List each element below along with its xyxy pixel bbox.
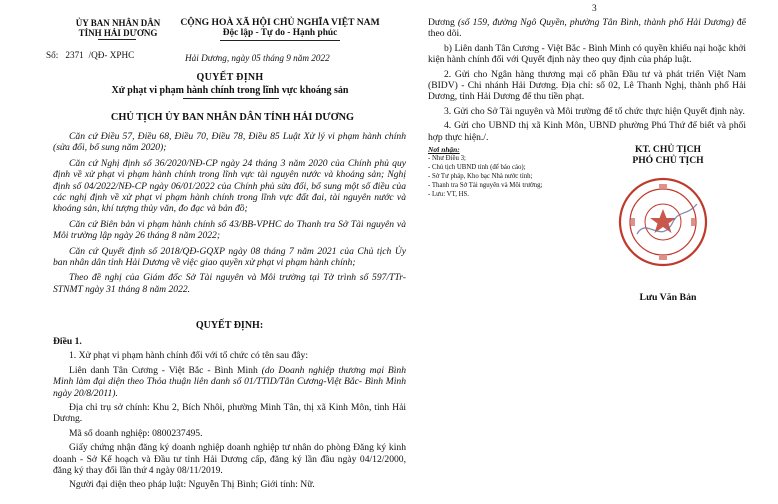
agency-underline [98,39,136,40]
continuation-text: Dương [428,17,458,28]
entity-description [53,365,406,399]
recipients-list [428,145,608,199]
agency-line-1: ỦY BAN NHÂN DÂN [75,18,161,28]
official-seal-icon [617,176,709,268]
recipient-item: - Lưu: VT, HS. [428,191,470,198]
page-number: 3 [592,4,597,14]
doc-no-suffix: /QĐ- XPHC [88,50,135,60]
right-column-text [428,17,746,143]
basis-3: Căn cứ Biên bản vi phạm hành chính số 43/BB-VPHC do Thanh tra Sở Tài nguyên và Môi trường lập ngày 26 tháng 8 năm 2022; [53,218,406,242]
entity-legal-rep: Người đại diện theo pháp luật: Nguyễn Thị Bình; Giới tính: Nữ. [69,479,315,491]
legal-bases [53,131,406,295]
signer-authority: KT. CHỦ TỊCH [634,144,701,155]
doc-no-value: 2371 [65,50,84,60]
paragraph-4: 4. Gửi cho UBND thị xã Kinh Môn, UBND phường Phú Thứ để biết và phối hợp thực hiện./. [428,120,746,143]
subtitle-underline [183,98,279,99]
entity-registration: Giấy chứng nhận đăng ký doanh nghiệp doanh nghiệp tư nhân do phòng Đăng ký kinh doanh - Sở Kế hoạch và Đầu tư tỉnh Hải Dương cấp, đăng ký lần đầu ngày 04/12/2000, đăng ký thay đổi lần thứ 4 ngày 08/11/2019. [53,442,406,477]
paragraph-b: b) Liên danh Tân Cương - Việt Bắc - Bình Minh có quyền khiếu nại hoặc khởi kiện hành chính đối với Quyết định này theo quy định của pháp luật. [428,42,746,66]
basis-1: Căn cứ Điều 57, Điều 68, Điều 70, Điều 78, Điều 85 Luật Xử lý vi phạm hành chính (sửa đổi, bổ sung năm 2020); [53,131,406,154]
article-1-item-1: 1. Xử phạt vi phạm hành chính đối với tổ chức có tên sau đây: [69,350,309,362]
basis-5: Theo đề nghị của Giám đốc Sở Tài nguyên và Môi trường tại Tờ trình số 597/TTr-STNMT ngày 31 tháng 8 năm 2022. [53,272,406,295]
recipient-item: - Sở Tư pháp, Kho bạc Nhà nước tỉnh; [428,173,533,180]
article-1 [53,336,406,491]
doc-no-label: Số: [46,50,59,60]
paragraph-2: 2. Gửi cho Ngân hàng thương mại cổ phần Đầu tư và phát triển Việt Nam (BIDV) - Chi nhánh Hải Dương. Địa chỉ: số 02, Lê Thanh Nghị, thành phố Hải Dương, tỉnh Hải Dương để thu tiền phạt. [428,68,746,103]
entity-tax-code: Mã số doanh nghiệp: 0800237495. [69,427,203,439]
basis-2: Căn cứ Nghị định số 36/2020/NĐ-CP ngày 24 tháng 3 năm 2020 của Chính phủ quy định về xử phạt vi phạm hành chính trong lĩnh vực tài nguyên nước và khoáng sản; Nghị định số 04/2022/NĐ-CP ngày 06/01/2022 của Chính phủ sửa đổi, bổ sung một số điều của các nghị định về xử phạt vi phạm hành chính trong lĩnh vực đất đai, tài nguyên nước và khoáng sản, khí tượng thủy văn, đo đạc và bản đồ; [53,157,406,215]
article-1-title: Điều 1. [53,336,82,347]
continuation-paragraph [428,17,746,40]
issuing-agency [62,18,174,38]
recipient-item: - Như Điều 3; [428,155,466,162]
agency-line-2: TỈNH HẢI DƯƠNG [78,28,158,38]
place-date: Hải Dương, ngày 05 tháng 9 năm 2022 [185,53,330,63]
national-header [180,17,380,39]
basis-4: Căn cứ Quyết định số 2018/QĐ-GQXP ngày 08 tháng 7 năm 2021 của Chủ tịch Ủy ban nhân dân tỉnh Hải Dương về việc giao quyền xử phạt vi phạm hành chính; [53,245,406,269]
decision-title: QUYẾT ĐỊNH [196,72,264,83]
signer-position: PHÓ CHỦ TỊCH [632,155,704,166]
issuer-title: CHỦ TỊCH ỦY BAN NHÂN DÂN TỈNH HẢI DƯƠNG [110,112,355,123]
entity-name: Liên danh Tân Cương - Việt Bắc - Bình Minh [69,364,258,376]
continuation-end: để theo dõi. [428,17,746,40]
recipient-item: - Chủ tịch UBND tỉnh (để báo cáo); [428,164,526,171]
recipient-item: - Thanh tra Sở Tài nguyên và Môi trường; [428,182,543,189]
entity-address: Địa chỉ trụ sở chính: Khu 2, Bích Nhôi, phường Minh Tân, thị xã Kinh Môn, tỉnh Hải Dương. [53,402,406,425]
recipients-heading: Nơi nhận: [428,145,460,154]
signer-name: Lưu Văn Bản [639,292,697,303]
signature-block [598,144,738,166]
nation-name: CỘNG HOÀ XÃ HỘI CHỦ NGHĨA VIỆT NAM [180,17,380,28]
paragraph-3: 3. Gửi cho Sở Tài nguyên và Môi trường để tổ chức thực hiện Quyết định này. [444,105,745,117]
motto-underline [220,40,340,41]
document-number [46,50,134,60]
national-motto: Độc lập - Tự do - Hạnh phúc [222,28,338,38]
entity-note: (do Doanh nghiệp thương mại Bình Minh làm đại diện theo Thỏa thuận liên danh số 01/TTlD/Tân Cương-Việt Bắc- Bình Minh ngày 20/8/2011). [53,364,407,399]
continuation-address: (số 159, đường Ngô Quyền, phường Tân Bình, thành phố Hải Dương) [457,17,734,28]
decision-subtitle: Xử phạt vi phạm hành chính trong lĩnh vực khoáng sản [111,85,349,96]
decides-heading: QUYẾT ĐỊNH: [195,320,264,331]
